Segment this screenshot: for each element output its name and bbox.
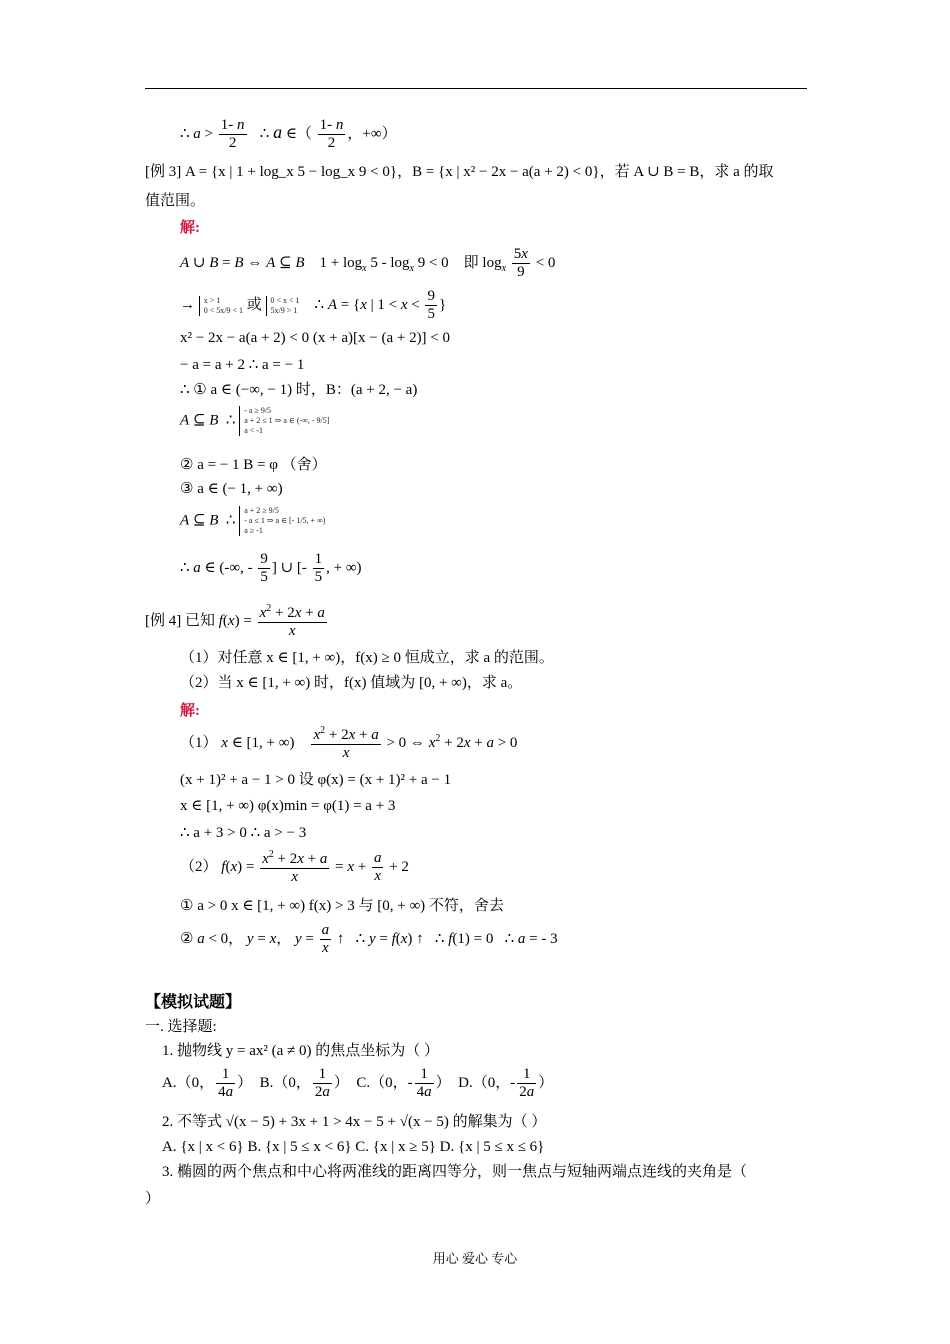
line-l1: ∴ a > $\frac{1- n}{2}$ ∴ a ∈（ $\frac{1- n}{2}$ ，+∞） [180,117,397,152]
line-s3-5: ∴ ① a ∈ (−∞, − 1) 时，B：(a + 2, − a) [180,382,418,398]
line-s3-3: x² − 2x − a(a + 2) < 0 (x + a)[x − (a + 2)] < 0 [180,330,451,346]
line-s3-10: ∴ a ∈ (-∞, - $\frac{9}{5}$ ] ∪ [- $\frac{1}{5}$ , + ∞) [180,551,362,586]
case-system-3: - a ≥ 9/5 a + 2 ≤ 1 ⇒ a ∈ (-∞, - 9/5] a < -1 [239,406,329,436]
question-2-options: A. {x | x < 6} B. {x | 5 ≤ x < 6} C. {x | x ≥ 5} D. {x | 5 ≤ x ≤ 6} [162,1139,545,1155]
line-s3-7: ② a = − 1 B = φ （舍） [180,457,327,473]
example-3-statement: [例 3] A = {x | 1 + log_x 5 − log_x 9 < 0}，B = {x | x² − 2x − a(a + 2) < 0}，若 A ∪ B = B，求 a 的取 [145,164,774,180]
line-s4-6: ① a > 0 x ∈ [1, + ∞) f(x) > 3 与 [0, + ∞) 不符，舍去 [180,898,504,914]
solution-label-3: 解: [180,220,200,236]
line-s3-6: A ⊆ B ∴ - a ≥ 9/5 a + 2 ≤ 1 ⇒ a ∈ (-∞, - 9/5] a < -1 [180,406,330,435]
line-s4-5: （2） f(x) = $\frac{x^2 + 2x + a}{x}$ = x + $\frac{a}{x}$ + 2 [180,849,409,886]
example-4-statement: [例 4] 已知 f(x) = $\frac{x^2 + 2x + a}{x}$ [145,603,325,640]
line-s3-2: → x > 1 0 < 5x/9 < 1 或 0 < x < 1 5x/9 > 1 ∴ A = {x | 1 < x < $\frac{9}{5}$ } [180,288,447,323]
case-system-1: x > 1 0 < 5x/9 < 1 [199,296,243,316]
line-s3-1: A ∪ B = B ⇔ A ⊆ B $1 + \log_x 5 - \log_x 9 < 0$ 即 $\log_x$ $\frac{5x}{9}$ < 0 [180,246,556,281]
line-s3-9: A ⊆ B ∴ a + 2 ≥ 9/5 - a ≤ 1 ⇒ a ∈ [- 1/5, + ∞) a ≥ -1 [180,506,326,535]
line-s4-7: ② a < 0， y = x， y = $\frac{a}{x}$ ↑ ∴ y = f(x) ↑ ∴ f(1) = 0 ∴ a = - 3 [180,922,558,957]
header-rule [145,88,807,89]
line-s4-3: x ∈ [1, + ∞) φ(x)min = φ(1) = a + 3 [180,798,396,814]
case-system-2: 0 < x < 1 5x/9 > 1 [266,296,300,316]
question-3-cont: ） [145,1191,161,1207]
case-system-4: a + 2 ≥ 9/5 - a ≤ 1 ⇒ a ∈ [- 1/5, + ∞) a ≥ -1 [239,506,325,536]
line-s3-8: ③ a ∈ (− 1, + ∞) [180,481,283,497]
example-3-statement-cont: 值范围。 [145,193,206,209]
page-footer: 用心 爱心 专心 [432,1251,518,1266]
question-1: 1. 抛物线 y = ax² (a ≠ 0) 的焦点坐标为（ ） [162,1043,439,1059]
question-3: 3. 椭圆的两个焦点和中心将两准线的距离四等分，则一焦点与短轴两端点连线的夹角是（ [162,1164,748,1180]
question-1-options: A.（0， $\frac{1}{4a}$ ） B.（0， $\frac{1}{2a}$ ） C.（0，- $\frac{1}{4a}$ ） D.（0，- $\frac{1}{2a}$ ） [162,1066,554,1101]
line-s4-1: （1） x ∈ [1, + ∞) $\frac{x^2 + 2x + a}{x}$ > 0 ⇔ $x^2 + 2x + a > 0$ [180,725,518,762]
example-4-part-2: （2）当 x ∈ [1, + ∞) 时，f(x) 值域为 [0, + ∞)，求 a。 [180,675,523,691]
section-title: 【模拟试题】 [145,994,242,1011]
section-subtitle: 一. 选择题: [145,1019,217,1035]
example-4-part-1: （1）对任意 x ∈ [1, + ∞)，f(x) ≥ 0 恒成立，求 a 的范围。 [180,650,554,666]
solution-label-4: 解: [180,703,200,719]
line-s4-4: ∴ a + 3 > 0 ∴ a > − 3 [180,825,307,841]
line-s4-2: (x + 1)² + a − 1 > 0 设 φ(x) = (x + 1)² + a − 1 [180,772,452,788]
question-2: 2. 不等式 √(x − 5) + 3x + 1 > 4x − 5 + √(x − 5) 的解集为（ ） [162,1114,547,1130]
line-s3-4: − a = a + 2 ∴ a = − 1 [180,357,305,373]
